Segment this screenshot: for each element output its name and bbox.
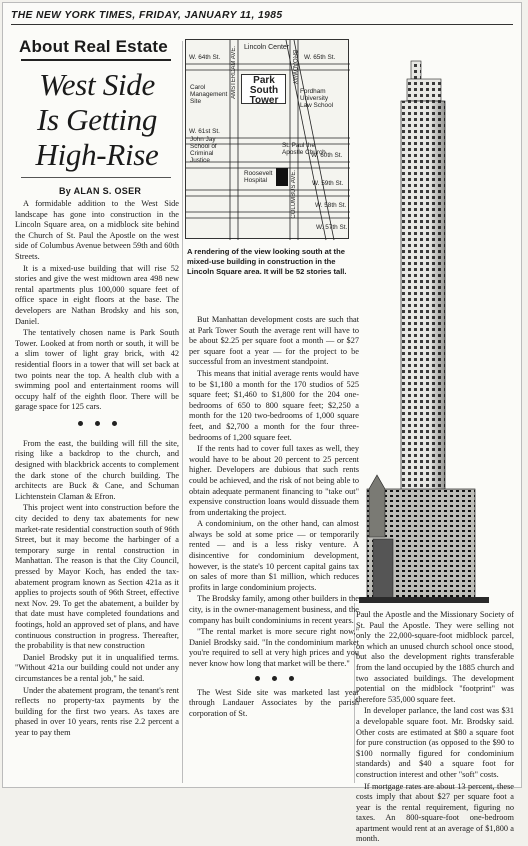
article-column-1 [15, 199, 179, 740]
article-column-2 [189, 315, 359, 720]
map-label-john-jay: John Jay School of Criminal Justice [190, 136, 217, 164]
paragraph: A condominium, on the other hand, can almost always be sold at some price — or temporarily rented — and is a less risky venture. A disincentive for condominium development, however, is the state's 10 percent capital gains tax on sales of more than $1 million, which reduces profits in large condominium projects. [189, 519, 359, 592]
map-label-fordham: Fordham University Law School [300, 88, 334, 109]
map-label-carol-management: Carol Management Site [190, 84, 228, 105]
map-label-roosevelt: Roosevelt Hospital [244, 170, 273, 184]
map-label-amsterdam: AMSTERDAM AVE. [231, 46, 237, 99]
paragraph: This means that initial average rents would have to be $1,180 a month for the 170 studios of 525 square feet; $1,460 to $1,800 for the 204 one-bedrooms of 650 to 800 square feet; $2,250 a month for the 120 two-bedrooms of 1,000 square feet, and $2,700 a month for the four three-bedrooms of 1,200 square feet. [189, 368, 359, 442]
headline-line-2: Is Getting [36, 102, 158, 137]
paragraph: Daniel Brodsky put it in unqualified terms. "Without 421a our building could not under any circumstances be a rental job," he said. [15, 652, 179, 683]
headline-rule [21, 177, 171, 178]
map-label-w58: W. 58th St. [315, 202, 347, 209]
map-label-w64: W. 64th St. [189, 54, 221, 61]
headline-line-3: High-Rise [35, 137, 159, 172]
header-rule [11, 24, 513, 25]
tower-rendering-image [359, 39, 519, 603]
paragraph: In developer parlance, the land cost was $31 a developable square foot. Mr. Brodsky said. Other costs are estimated at $80 a square foot for pure construction (as opposed to the $90 to $100 normally figured for condominium standards) and $40 a square foot for construction interest and other "soft" costs. [356, 706, 514, 779]
paragraph: The West Side site was marketed last year through Landauer Associates by the parish corporation of St. [189, 687, 359, 718]
article-column-3 [356, 610, 514, 846]
map-label-columbus: COLUMBUS AVE. [291, 170, 297, 219]
paragraph: If mortgage rates are about 13 percent, these costs imply that about $27 per square foot a year is the rental requirement, figuring no taxes. An 800-square-foot one-bedroom apartment would rent at an average of $1,800 a month. [356, 781, 514, 844]
paragraph: But Manhattan development costs are such that at Park Tower South the average rent will have to be about $2.25 per square foot a month — or $27 per square foot a year — for the project to be successful from an investment standpoint. [189, 315, 359, 367]
map-label-w61: W. 61st St. [189, 128, 220, 135]
image-caption: A rendering of the view looking south at the mixed-use building in construction in the Lincoln Square area. It will be 52 stories tall. [187, 247, 347, 277]
newspaper-clipping [2, 2, 522, 844]
paragraph: "The rental market is more secure right now," Daniel Brodsky said. "In the condominium market you're required to sell at very high prices and you never know how long that market will be there." [189, 627, 359, 668]
map-label-lincoln-center: Lincoln Center [244, 44, 290, 51]
rubric: About Real Estate [19, 37, 168, 56]
paragraph: This project went into construction before the city decided to deny tax abatements for new market-rate residential construction south of 96th Street, but it may become the harbinger of a temporary surge in rental construction in Manhattan. The reason is that the City Council, pressed by Mayor Koch, has ended the tax-abatement program known as Section 421a as it applies to projects south of 96th Street, effective next Nov. 29. To get the abatement, a builder by that date must have completed foundations and footings, hold an approved set of plans, and have continuous construction in progress. Thereafter, the probability is that new construction [15, 503, 179, 651]
map-label-park-south-tower: Park South Tower [249, 75, 279, 106]
paragraph: It is a mixed-use building that will rise 52 stories and give the west midtown area 498 new rental apartments plus 100,000 square feet of office space in eight floors at the base. The developers are Nathan Brodsky and his son, Daniel. [15, 263, 179, 326]
map-label-w57: W. 57th St. [316, 224, 348, 231]
paragraph: The tentatively chosen name is Park South Tower. Looked at from north or south, it will be a slim tower of light gray brick, with 42 residential floors in a tower that will set back at two points near the top. A health club with a swimming pool and entertainment rooms will occupy half of the eighth floor. There will be garage space for 125 cars. [15, 328, 179, 412]
map-label-w59: W. 59th St. [312, 180, 344, 187]
map-label-st-paul: St. Paul the Apostle Church [282, 142, 326, 156]
column-separator [182, 41, 183, 783]
architectural-rendering [359, 39, 519, 603]
paragraph: Under the abatement program, the tenant's rent reflects no property-tax payments by the building for the first two years. As taxes are phased in over 10 years, rents rise 2.2 percent a year to pay them [15, 685, 179, 737]
map-label-broadway: BROADWAY [291, 50, 297, 85]
section-break-dots [15, 419, 179, 429]
paragraph: If the rents had to cover full taxes as well, they would have to be about 20 percent to 25 percent higher. Developers are dubious that such rents could be achieved, and the risk of not being able to obtain adequate permanent financing to "take out" expensive construction loans would dissuade them from undertaking the project. [189, 444, 359, 517]
paragraph: A formidable addition to the West Side landscape has gone into construction in the Lincoln Square area, on a midblock site behind the Church of St. Paul the Apostle on the west side of Columbus Avenue between 59th and 60th Streets. [15, 199, 179, 261]
paragraph: From the east, the building will fill the site, rising like a backdrop to the church, and designed with blackbrick accents to complement the dark stone of the church building. The architects are Buck & Cane, and Schuman Lichtenstein Claman & Efron. [15, 438, 179, 501]
headline-line-1: West Side [39, 67, 155, 102]
location-map [185, 39, 349, 239]
map-label-w65: W. 65th St. [304, 54, 336, 61]
byline: By ALAN S. OSER [59, 186, 142, 196]
headline [13, 67, 181, 172]
paragraph: The Brodsky family, among other builders in the city, is in the owner-management business, and the company has built condominiums in recent years. [189, 594, 359, 625]
section-break-dots [189, 674, 359, 684]
paragraph: Paul the Apostle and the Missionary Society of St. Paul the Apostle. They were selling not only the 22,000-square-foot midblock parcel, on which an unused church school once stood, but also the development rights transferable from the land occupied by the 1885 church and two associated buildings. The development potential on the midblock "footprint" was therefore 535,000 square feet. [356, 610, 514, 704]
newspaper-header: THE NEW YORK TIMES, FRIDAY, JANUARY 11, 1985 [11, 10, 283, 21]
rubric-rule [21, 59, 171, 61]
map-label-w60: W. 60th St. [311, 152, 343, 159]
